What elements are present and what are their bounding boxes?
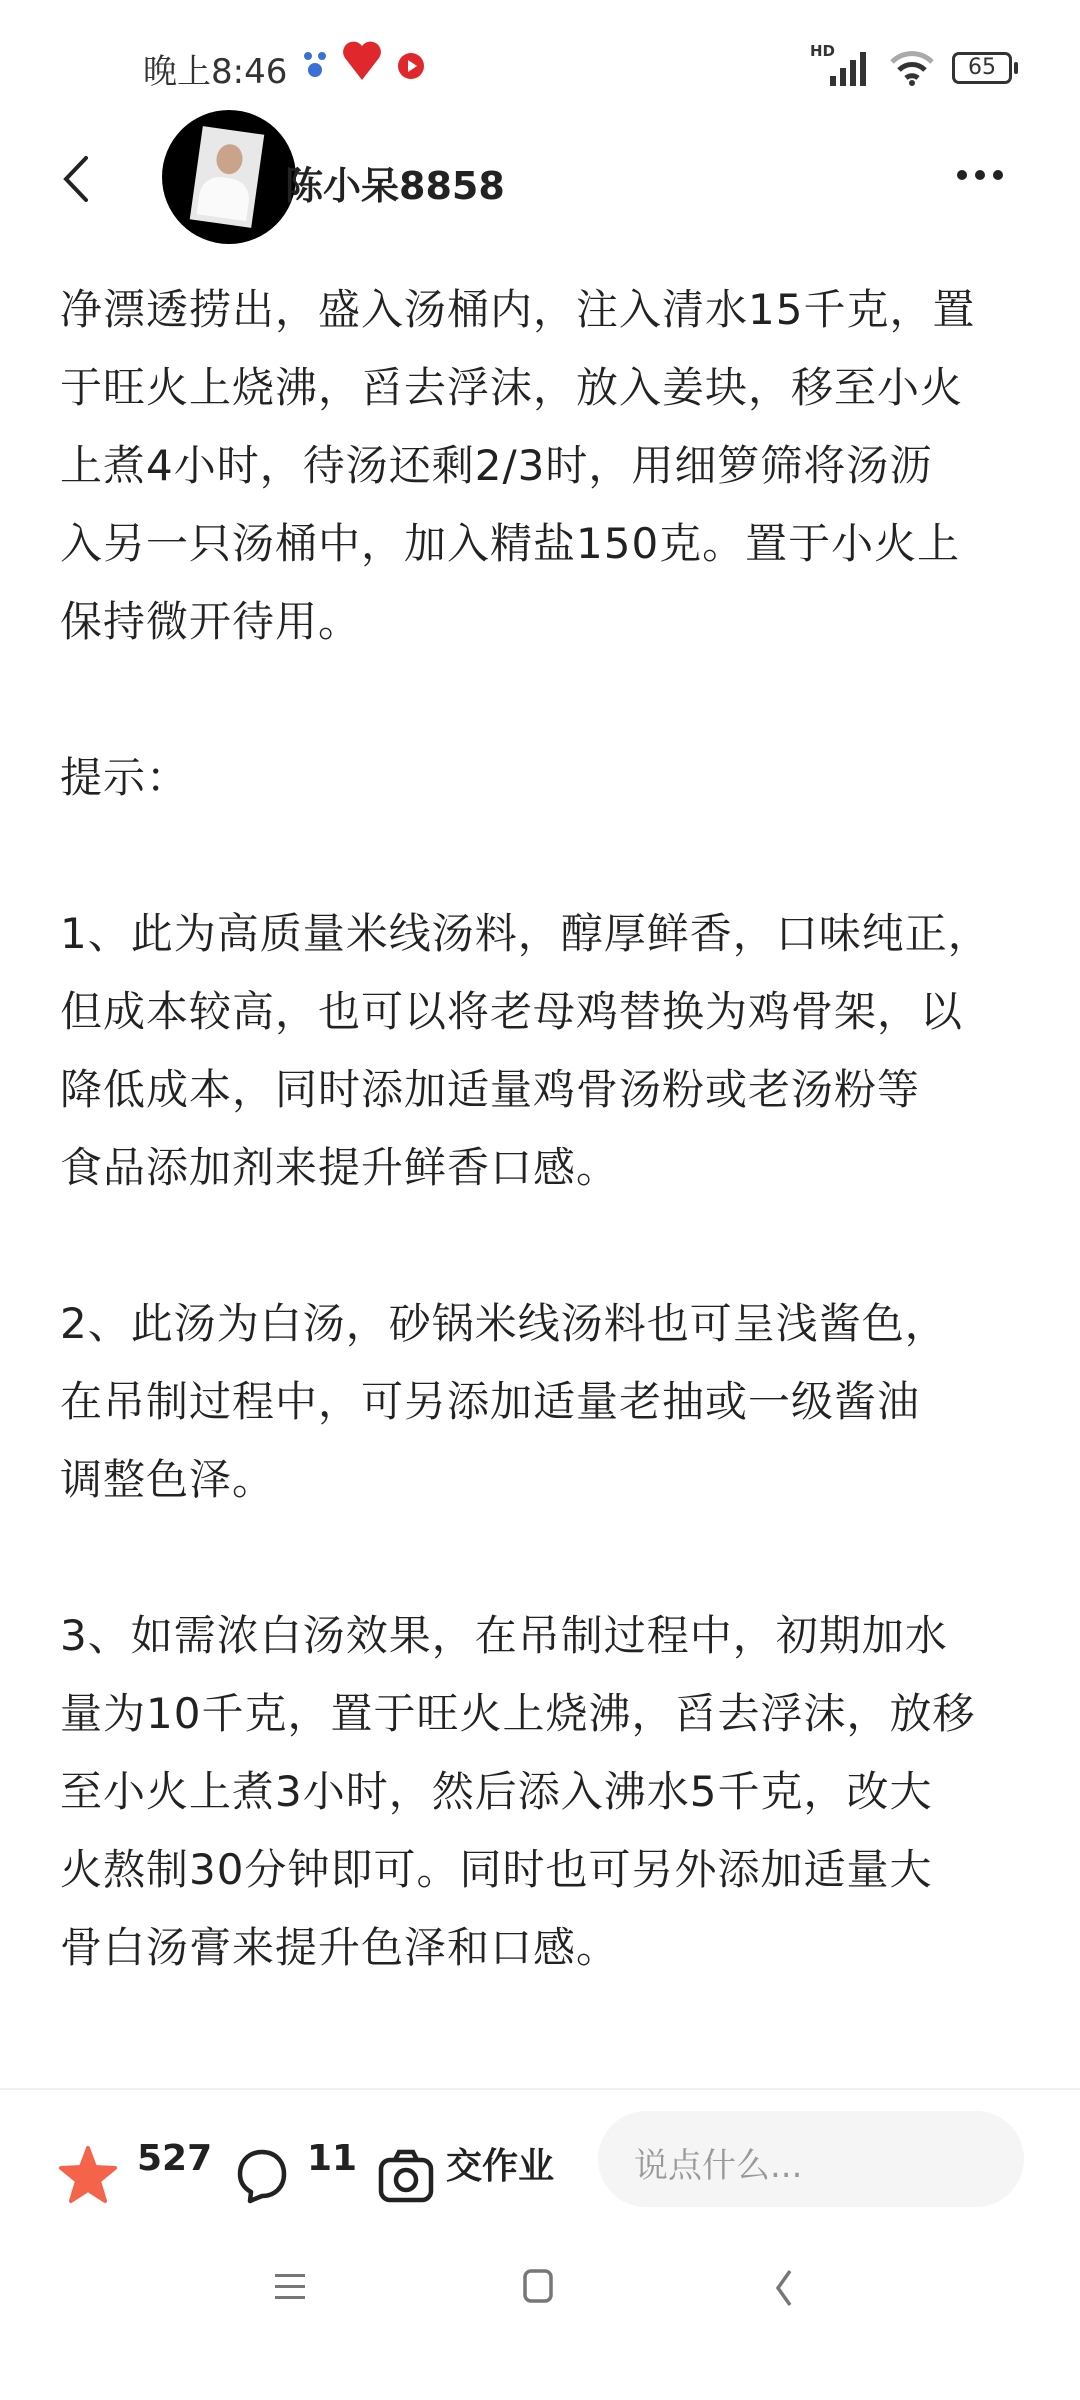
article-body (60, 271, 1040, 1987)
text-line: 净漂透捞出，盛入汤桶内，注入清水15千克，置 (60, 285, 976, 334)
text-line: 调整色泽。 (60, 1455, 276, 1504)
text-line: 保持微开待用。 (60, 597, 362, 646)
text-line: 提示： (60, 753, 190, 802)
text-line: 入另一只汤桶中，加入精盐150克。置于小火上 (60, 519, 961, 568)
text-line: 骨白汤膏来提升色泽和口感。 (60, 1923, 620, 1972)
article-paragraph (60, 271, 1040, 661)
article-paragraph (60, 1597, 1040, 1987)
video-app-icon (397, 52, 425, 80)
back-button[interactable] (58, 154, 94, 204)
status-bar (0, 0, 1080, 130)
paragraph-spacer (60, 817, 1040, 895)
text-line: 在吊制过程中，可另添加适量老抽或一级酱油 (60, 1377, 921, 1426)
system-back-button[interactable] (772, 2268, 796, 2308)
battery-tip (1014, 62, 1018, 74)
battery-level: 65 (968, 55, 996, 80)
text-line: 1、此为高质量米线汤料，醇厚鲜香，口味纯正， (60, 909, 991, 958)
paragraph-spacer (60, 661, 1040, 739)
text-line: 上煮4小时，待汤还剩2/3时，用细箩筛将汤沥 (60, 441, 933, 490)
like-star-icon[interactable] (58, 2145, 118, 2205)
home-button[interactable] (522, 2268, 556, 2306)
like-count: 527 (137, 2138, 213, 2179)
comment-icon[interactable] (236, 2148, 288, 2204)
comment-count: 11 (307, 2138, 358, 2179)
author-avatar[interactable] (162, 110, 296, 244)
system-nav-bar (0, 2240, 1080, 2340)
comment-input-placeholder: 说点什么... (634, 2146, 803, 2186)
submit-homework-button[interactable]: 交作业 (446, 2146, 555, 2187)
more-options-button[interactable] (955, 168, 1005, 182)
recent-apps-button[interactable] (275, 2272, 307, 2302)
text-line: 降低成本，同时添加适量鸡骨汤粉或老汤粉等 (60, 1065, 921, 1114)
comment-input[interactable] (598, 2111, 1024, 2207)
text-line: 火熬制30分钟即可。同时也可另外添加适量大 (60, 1845, 933, 1894)
text-line: 2、此汤为白汤，砂锅米线汤料也可呈浅酱色， (60, 1299, 948, 1348)
article-paragraph (60, 1285, 1040, 1519)
paragraph-spacer (60, 1519, 1040, 1597)
author-name[interactable]: 陈小呆8858 (285, 164, 505, 208)
taobao-618-icon (342, 40, 382, 86)
tips-heading (60, 739, 1040, 817)
text-line: 至小火上煮3小时，然后添入沸水5千克，改大 (60, 1767, 933, 1816)
text-line: 于旺火上烧沸，舀去浮沫，放入姜块，移至小火 (60, 363, 964, 412)
text-line: 量为10千克，置于旺火上烧沸，舀去浮沫，放移 (60, 1689, 976, 1738)
signal-icon (830, 52, 874, 86)
camera-icon[interactable] (378, 2148, 434, 2204)
battery-indicator (952, 52, 1012, 84)
baidu-paw-icon (300, 48, 330, 88)
status-time: 晚上8:46 (143, 52, 288, 92)
wifi-icon (888, 48, 936, 86)
text-line: 3、如需浓白汤效果，在吊制过程中，初期加水 (60, 1611, 948, 1660)
divider (0, 2088, 1080, 2090)
paragraph-spacer (60, 1207, 1040, 1285)
network-type: HD (810, 42, 836, 60)
avatar-photo (190, 126, 264, 228)
article-paragraph (60, 895, 1040, 1207)
text-line: 食品添加剂来提升鲜香口感。 (60, 1143, 620, 1192)
post-header (0, 120, 1080, 240)
bottom-action-bar (0, 2100, 1080, 2220)
text-line: 但成本较高，也可以将老母鸡替换为鸡骨架，以 (60, 987, 964, 1036)
